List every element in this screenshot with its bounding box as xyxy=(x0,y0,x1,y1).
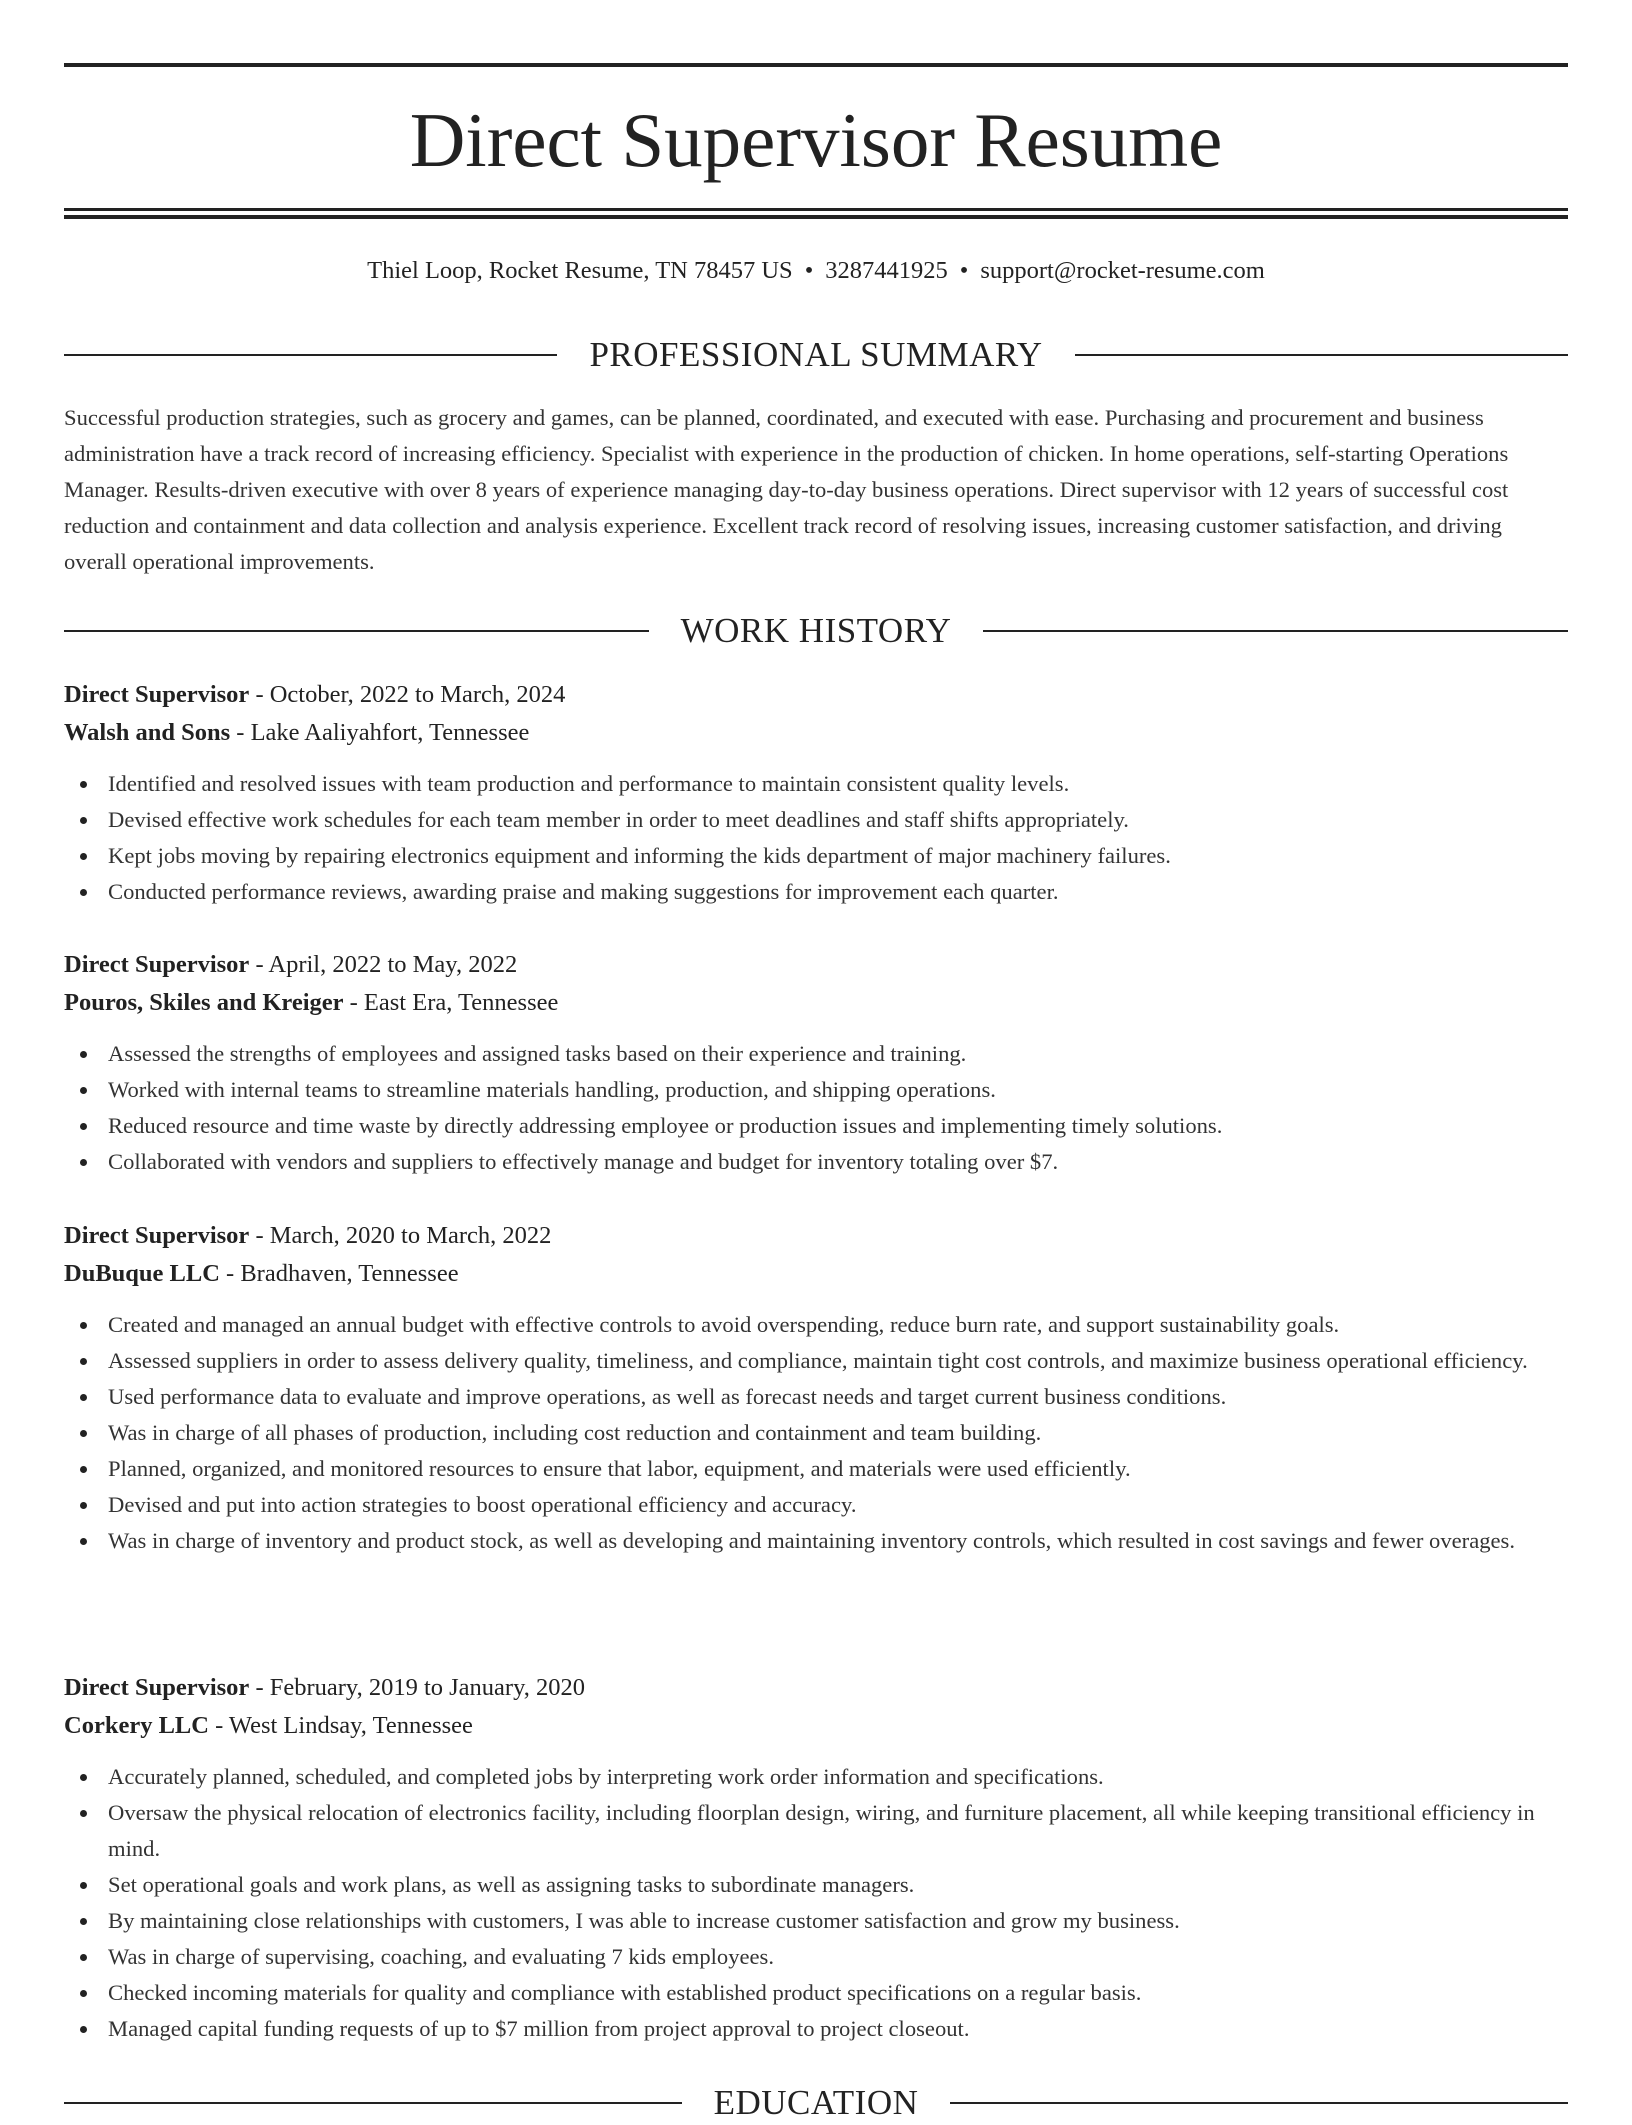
job-location: - Bradhaven, Tennessee xyxy=(219,1260,459,1287)
job-bullet: Kept jobs moving by repairing electronics equipment and informing the kids department of major machinery failures. xyxy=(64,838,1568,874)
job-bullet: Accurately planned, scheduled, and completed jobs by interpreting work order information and specifications. xyxy=(64,1759,1568,1795)
job-bullet: Checked incoming materials for quality and compliance with established product specifications on a regular basis. xyxy=(64,1975,1568,2011)
job-bullet: Was in charge of all phases of production, including cost reduction and containment and team building. xyxy=(64,1415,1568,1451)
job-dates: - April, 2022 to May, 2022 xyxy=(249,951,518,978)
job-bullet: Collaborated with vendors and suppliers to effectively manage and budget for inventory totaling over $7. xyxy=(64,1144,1568,1180)
job-bullet-list xyxy=(64,1307,1568,1559)
job-entry xyxy=(64,946,1568,1180)
job-bullet: Worked with internal teams to streamline materials handling, production, and shipping operations. xyxy=(64,1072,1568,1108)
heading-rule-left xyxy=(64,354,557,356)
job-bullet-list xyxy=(64,1759,1568,2047)
job-title: Direct Supervisor xyxy=(64,1222,250,1249)
professional-summary: Successful production strategies, such as grocery and games, can be planned, coordinated, and executed with ease. Purchasing and procurement and business administration have a track record of increasing efficiency. Specialist with experience in the production of chicken. In home operations, self-starting Operations Manager. Results-driven executive with over 8 years of experience managing day-to-day business operations. Direct supervisor with 12 years of successful cost reduction and containment and data collection and analysis experience. Excellent track record of resolving issues, increasing customer satisfaction, and driving overall operational improvements. xyxy=(64,405,1509,574)
header-double-rule-lower xyxy=(64,215,1568,219)
job-dates: - March, 2020 to March, 2022 xyxy=(249,1222,552,1249)
job-bullet: By maintaining close relationships with customers, I was able to increase customer satisfaction and grow my business. xyxy=(64,1903,1568,1939)
heading-rule-right xyxy=(950,2102,1568,2104)
contact-address: Thiel Loop, Rocket Resume, TN 78457 US xyxy=(367,257,793,284)
heading-rule-left xyxy=(64,630,649,632)
job-company-line xyxy=(64,984,1568,1022)
contact-email: support@rocket-resume.com xyxy=(980,257,1265,284)
job-bullet: Used performance data to evaluate and improve operations, as well as forecast needs and target current business conditions. xyxy=(64,1379,1568,1415)
job-bullet: Conducted performance reviews, awarding praise and making suggestions for improvement each quarter. xyxy=(64,874,1568,910)
job-company-line xyxy=(64,1707,1568,1745)
job-bullet: Managed capital funding requests of up to $7 million from project approval to project closeout. xyxy=(64,2011,1568,2047)
job-bullet: Devised and put into action strategies to boost operational efficiency and accuracy. xyxy=(64,1487,1568,1523)
job-company: Corkery LLC xyxy=(64,1712,209,1739)
job-title-line xyxy=(64,946,1568,984)
job-title: Direct Supervisor xyxy=(64,681,250,708)
heading-rule-left xyxy=(64,2102,682,2104)
job-location: - East Era, Tennessee xyxy=(343,989,559,1016)
job-company: Walsh and Sons xyxy=(64,719,231,746)
job-company-line xyxy=(64,714,1568,752)
section-title: WORK HISTORY xyxy=(680,611,952,650)
job-bullet: Oversaw the physical relocation of electronics facility, including floorplan design, wiring, and furniture placement, all while keeping transitional efficiency in mind. xyxy=(64,1795,1568,1867)
contact-phone: 3287441925 xyxy=(825,257,948,284)
job-title-line xyxy=(64,1217,1568,1255)
contact-line xyxy=(64,254,1568,288)
header-top-rule xyxy=(64,63,1568,67)
job-title-line xyxy=(64,1669,1568,1707)
job-entry xyxy=(64,1669,1568,2047)
section-heading-work-history xyxy=(64,609,1568,653)
job-company-line xyxy=(64,1255,1568,1293)
job-bullet: Planned, organized, and monitored resources to ensure that labor, equipment, and materials were used efficiently. xyxy=(64,1451,1568,1487)
job-bullet: Identified and resolved issues with team production and performance to maintain consistent quality levels. xyxy=(64,766,1568,802)
job-dates: - October, 2022 to March, 2024 xyxy=(249,681,566,708)
job-company: Pouros, Skiles and Kreiger xyxy=(64,989,344,1016)
heading-rule-right xyxy=(1075,354,1568,356)
job-location: - West Lindsay, Tennessee xyxy=(208,1712,473,1739)
section-title: EDUCATION xyxy=(713,2083,919,2122)
job-entry xyxy=(64,676,1568,910)
job-location: - Lake Aaliyahfort, Tennessee xyxy=(230,719,530,746)
job-bullet: Devised effective work schedules for each team member in order to meet deadlines and staff shifts appropriately. xyxy=(64,802,1568,838)
heading-rule-right xyxy=(983,630,1568,632)
contact-separator: • xyxy=(959,257,969,284)
job-bullet-list xyxy=(64,1036,1568,1180)
section-heading-education xyxy=(64,2081,1568,2125)
job-entry xyxy=(64,1217,1568,1559)
job-bullet: Reduced resource and time waste by directly addressing employee or production issues and implementing timely solutions. xyxy=(64,1108,1568,1144)
job-bullet: Created and managed an annual budget with effective controls to avoid overspending, reduce burn rate, and support sustainability goals. xyxy=(64,1307,1568,1343)
section-heading-summary xyxy=(64,333,1568,377)
header-double-rule-upper xyxy=(64,208,1568,211)
job-bullet: Assessed the strengths of employees and assigned tasks based on their experience and training. xyxy=(64,1036,1568,1072)
job-bullet-list xyxy=(64,766,1568,910)
job-bullet: Was in charge of inventory and product stock, as well as developing and maintaining inventory controls, which resulted in cost savings and fewer overages. xyxy=(64,1523,1568,1559)
section-title: PROFESSIONAL SUMMARY xyxy=(589,335,1043,374)
contact-separator: • xyxy=(804,257,814,284)
job-title: Direct Supervisor xyxy=(64,1674,250,1701)
job-bullet: Assessed suppliers in order to assess delivery quality, timeliness, and compliance, maintain tight cost controls, and maximize business operational efficiency. xyxy=(64,1343,1568,1379)
job-bullet: Was in charge of supervising, coaching, and evaluating 7 kids employees. xyxy=(64,1939,1568,1975)
job-title: Direct Supervisor xyxy=(64,951,250,978)
job-title-line xyxy=(64,676,1568,714)
job-dates: - February, 2019 to January, 2020 xyxy=(249,1674,585,1701)
page-title: Direct Supervisor Resume xyxy=(409,97,1223,183)
job-bullet: Set operational goals and work plans, as well as assigning tasks to subordinate managers. xyxy=(64,1867,1568,1903)
job-company: DuBuque LLC xyxy=(64,1260,220,1287)
